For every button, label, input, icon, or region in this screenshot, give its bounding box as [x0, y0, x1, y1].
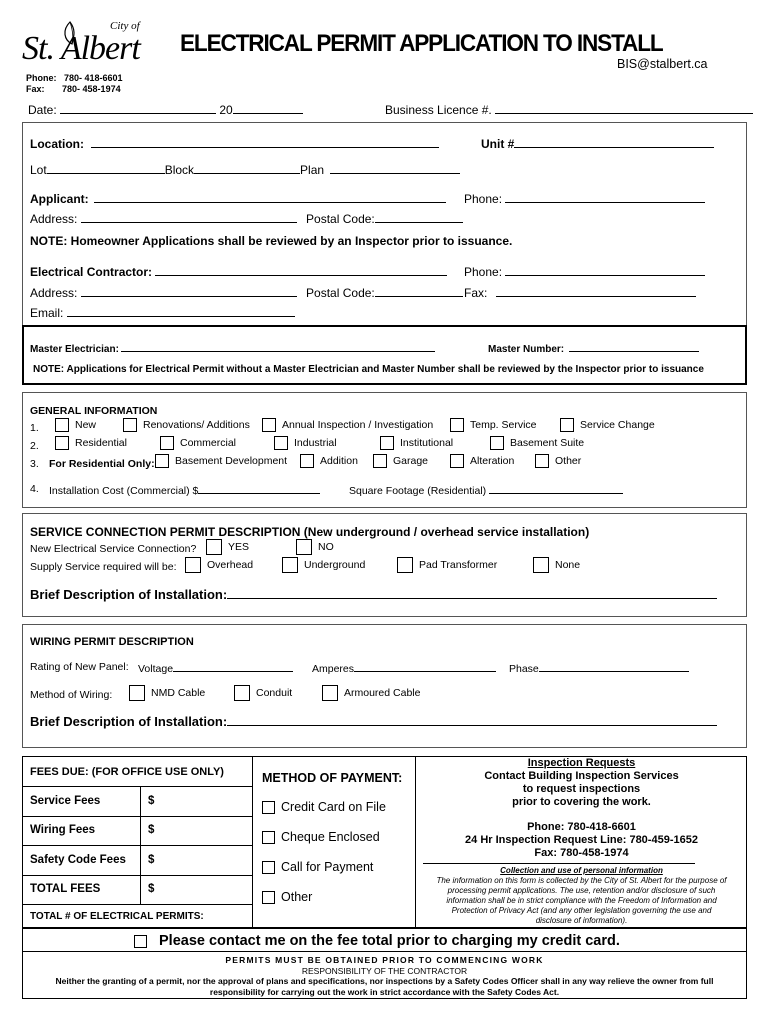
- row3-number: 3.: [30, 458, 39, 470]
- form-title: ELECTRICAL PERMIT APPLICATION TO INSTALL: [180, 30, 663, 57]
- conduit-option[interactable]: [234, 685, 292, 701]
- temp-service-checkbox[interactable]: [450, 418, 464, 432]
- safety-fees-value[interactable]: $: [148, 854, 155, 866]
- row4-number: 4.: [30, 483, 39, 495]
- location-input[interactable]: [91, 137, 439, 148]
- renovations-option[interactable]: [123, 418, 250, 432]
- total-fees-label: TOTAL FEES: [30, 883, 101, 895]
- fees-title: FEES DUE: (FOR OFFICE USE ONLY): [30, 766, 224, 778]
- date-row: [28, 103, 303, 117]
- wiring-brief-input[interactable]: [227, 714, 717, 726]
- wiring-brief-row: [30, 714, 717, 729]
- temp-service-label: Temp. Service: [470, 419, 537, 431]
- institutional-option[interactable]: [380, 436, 453, 450]
- collection-title: Collection and use of personal information: [500, 866, 663, 875]
- institutional-checkbox[interactable]: [380, 436, 394, 450]
- date-input[interactable]: [60, 103, 216, 114]
- year-label: 20: [219, 103, 233, 117]
- other-label: Other: [555, 455, 582, 467]
- row2-number: 2.: [30, 440, 39, 452]
- basement-suite-label: Basement Suite: [510, 437, 585, 449]
- alteration-label: Alteration: [470, 455, 515, 467]
- contractor-address-row: [30, 286, 463, 300]
- credit-card-option[interactable]: [262, 800, 386, 814]
- applicant-phone-label: Phone:: [464, 192, 503, 206]
- payment-other-checkbox[interactable]: [262, 891, 275, 904]
- no-checkbox[interactable]: [296, 539, 312, 555]
- header-phone-label: Phone:: [26, 73, 57, 83]
- overhead-option[interactable]: [185, 557, 253, 573]
- underground-label: Underground: [304, 559, 366, 571]
- overhead-checkbox[interactable]: [185, 557, 201, 573]
- inspection-24hr: 24 Hr Inspection Request Line: 780-459-1652: [465, 834, 698, 846]
- supply-label: Supply Service required will be:: [30, 561, 177, 573]
- cheque-checkbox[interactable]: [262, 831, 275, 844]
- service-change-checkbox[interactable]: [560, 418, 574, 432]
- cheque-label: Cheque Enclosed: [281, 830, 380, 844]
- basement-dev-option[interactable]: [155, 454, 287, 468]
- none-label: None: [555, 559, 581, 571]
- overhead-label: Overhead: [207, 559, 254, 571]
- addition-option[interactable]: [300, 454, 358, 468]
- residential-option[interactable]: [55, 436, 127, 450]
- no-label: NO: [318, 541, 334, 553]
- logo-text: St. Albert: [22, 30, 140, 67]
- contractor-fax-input[interactable]: [496, 286, 696, 297]
- conduit-checkbox[interactable]: [234, 685, 250, 701]
- lot-input[interactable]: [47, 163, 165, 174]
- annual-option[interactable]: [262, 418, 433, 432]
- residential-checkbox[interactable]: [55, 436, 69, 450]
- basement-dev-checkbox[interactable]: [155, 454, 169, 468]
- garage-option[interactable]: [373, 454, 428, 468]
- other-checkbox[interactable]: [535, 454, 549, 468]
- commercial-option[interactable]: [160, 436, 236, 450]
- garage-checkbox[interactable]: [373, 454, 387, 468]
- yes-checkbox[interactable]: [206, 539, 222, 555]
- contractor-postal-input[interactable]: [375, 286, 463, 297]
- new-label: New: [75, 419, 97, 431]
- renovations-checkbox[interactable]: [123, 418, 137, 432]
- inspection-title: Inspection Requests: [527, 757, 636, 769]
- service-brief-input[interactable]: [227, 587, 717, 599]
- call-label: Call for Payment: [281, 860, 374, 874]
- install-cost-input[interactable]: [198, 483, 320, 494]
- applicant-address-row: [30, 212, 463, 226]
- unit-row: [481, 137, 714, 151]
- alteration-checkbox[interactable]: [450, 454, 464, 468]
- wiring-fees-label: Wiring Fees: [30, 824, 96, 836]
- contact-me-checkbox[interactable]: [134, 935, 147, 948]
- institutional-label: Institutional: [400, 437, 454, 449]
- residential-label: Residential: [75, 437, 127, 449]
- applicant-address-label: Address:: [30, 212, 78, 226]
- credit-card-checkbox[interactable]: [262, 801, 275, 814]
- plan-label: Plan: [300, 163, 325, 177]
- applicant-input[interactable]: [94, 192, 446, 203]
- contractor-phone-input[interactable]: [505, 265, 705, 276]
- basement-dev-label: Basement Development: [175, 455, 288, 467]
- general-title: GENERAL INFORMATION: [30, 405, 158, 417]
- service-change-label: Service Change: [580, 419, 655, 431]
- applicant-postal-label: Postal Code:: [306, 212, 375, 226]
- contact-me-label: Please contact me on the fee total prior to charging my credit card.: [159, 933, 620, 949]
- basement-suite-option[interactable]: [490, 436, 584, 450]
- call-option[interactable]: [262, 860, 373, 874]
- email-input[interactable]: [67, 306, 295, 317]
- contractor-label: Electrical Contractor:: [30, 265, 153, 279]
- header-fax: [26, 84, 121, 94]
- payment-other-label: Other: [281, 890, 313, 904]
- total-permits-label: TOTAL # OF ELECTRICAL PERMITS:: [30, 911, 204, 922]
- master-section: [22, 325, 747, 385]
- new-option[interactable]: [55, 418, 96, 432]
- for-residential-label: For Residential Only:: [49, 458, 155, 470]
- install-cost-row: [49, 483, 320, 497]
- location-label: Location:: [30, 137, 84, 151]
- unit-label: Unit #: [481, 137, 515, 151]
- privacy-line5: disclosure of information).: [535, 916, 628, 925]
- inspection-fax: Fax: 780-458-1974: [534, 847, 629, 859]
- header-phone: [26, 73, 123, 83]
- method-label: Method of Wiring:: [30, 689, 113, 701]
- temp-service-option[interactable]: [450, 418, 537, 432]
- applicant-phone-row: [464, 192, 705, 206]
- email-label: Email:: [30, 306, 64, 320]
- master-electrician-label: Master Electrician:: [30, 344, 119, 355]
- logo-city-text: City of: [110, 20, 140, 32]
- master-electrician-input[interactable]: [121, 341, 435, 352]
- addition-checkbox[interactable]: [300, 454, 314, 468]
- alteration-option[interactable]: [450, 454, 514, 468]
- block-label: Block: [164, 163, 195, 177]
- armoured-checkbox[interactable]: [322, 685, 338, 701]
- header-fax-value: 780- 458-1974: [62, 84, 121, 94]
- applicant-address-input[interactable]: [81, 212, 297, 223]
- licence-input[interactable]: [495, 103, 753, 114]
- basement-suite-checkbox[interactable]: [490, 436, 504, 450]
- nmd-label: NMD Cable: [151, 687, 206, 699]
- header-fax-label: Fax:: [26, 84, 45, 94]
- voltage-label: Voltage: [138, 663, 174, 675]
- master-number-row: [488, 341, 699, 355]
- unit-input[interactable]: [514, 137, 714, 148]
- rating-label: Rating of New Panel:: [30, 661, 129, 673]
- service-change-option[interactable]: [560, 418, 655, 432]
- disclaimer-line2: responsibility for carrying out the work in strict accordance with the Safety Codes Act.: [209, 987, 560, 997]
- amperes-row: [312, 661, 496, 675]
- homeowner-note: NOTE: Homeowner Applications shall be reviewed by an Inspector prior to issuance.: [30, 234, 513, 248]
- contractor-fax-row: [464, 286, 696, 300]
- master-note: NOTE: Applications for Electrical Permit without a Master Electrician and Master Number shall be reviewed by the Inspector prior to issuance: [33, 364, 704, 375]
- responsibility: RESPONSIBILITY OF THE CONTRACTOR: [301, 966, 468, 976]
- sq-footage-input[interactable]: [489, 483, 623, 494]
- armoured-option[interactable]: [322, 685, 420, 701]
- none-checkbox[interactable]: [533, 557, 549, 573]
- contact-me-option[interactable]: [134, 933, 620, 949]
- underground-option[interactable]: [282, 557, 365, 573]
- inspection-line2: to request inspections: [522, 783, 641, 795]
- yes-option[interactable]: [206, 539, 249, 555]
- contractor-input[interactable]: [155, 265, 447, 276]
- no-option[interactable]: [296, 539, 334, 555]
- sq-footage-row: [349, 483, 623, 497]
- armoured-label: Armoured Cable: [344, 687, 421, 699]
- contractor-postal-label: Postal Code:: [306, 286, 375, 300]
- date-label: Date:: [28, 103, 57, 117]
- licence-label: Business Licence #.: [385, 103, 492, 117]
- location-row: [30, 137, 439, 151]
- wiring-title: WIRING PERMIT DESCRIPTION: [30, 636, 194, 648]
- wiring-fees-value[interactable]: $: [148, 824, 155, 836]
- annual-label: Annual Inspection / Investigation: [282, 419, 434, 431]
- inspection-phone: Phone: 780-418-6601: [527, 821, 636, 833]
- privacy-line2: processing permit applications. The use, retention and/or disclosure of such: [447, 886, 716, 895]
- total-fees-value[interactable]: $: [148, 883, 155, 895]
- phase-label: Phase: [509, 663, 539, 675]
- payment-title: METHOD OF PAYMENT:: [262, 771, 403, 785]
- pad-checkbox[interactable]: [397, 557, 413, 573]
- privacy-line1: The information on this form is collected by the City of St. Albert for the purpose of: [436, 876, 727, 885]
- applicant-label: Applicant:: [30, 192, 89, 206]
- service-brief-row: [30, 587, 717, 602]
- safety-fees-label: Safety Code Fees: [30, 854, 126, 866]
- email-row: [30, 306, 295, 320]
- nmd-checkbox[interactable]: [129, 685, 145, 701]
- none-option[interactable]: [533, 557, 580, 573]
- inspection-line1: Contact Building Inspection Services: [484, 770, 679, 782]
- licence-row: [385, 103, 753, 117]
- service-fees-value[interactable]: $: [148, 795, 155, 807]
- pad-option[interactable]: [397, 557, 497, 573]
- contractor-row: [30, 265, 447, 279]
- wiring-brief-label: Brief Description of Installation:: [30, 714, 228, 729]
- contractor-address-label: Address:: [30, 286, 78, 300]
- annual-checkbox[interactable]: [262, 418, 276, 432]
- garage-label: Garage: [393, 455, 429, 467]
- conduit-label: Conduit: [256, 687, 293, 699]
- payment-other-option[interactable]: [262, 890, 312, 904]
- contractor-fax-label: Fax:: [464, 286, 488, 300]
- install-cost-label: Installation Cost (Commercial) $: [49, 485, 199, 497]
- contractor-address-input[interactable]: [81, 286, 297, 297]
- service-title: SERVICE CONNECTION PERMIT DESCRIPTION (New underground / overhead service installation): [30, 525, 590, 539]
- contractor-phone-label: Phone:: [464, 265, 503, 279]
- voltage-input[interactable]: [173, 661, 293, 672]
- lot-row: [30, 163, 460, 177]
- phase-row: [509, 661, 689, 675]
- email-text: BIS@stalbert.ca: [617, 57, 708, 71]
- master-number-input[interactable]: [569, 341, 699, 352]
- master-number-label: Master Number:: [488, 344, 565, 355]
- applicant-row: [30, 192, 446, 206]
- privacy-line4: Protection of Privacy Act (and any other legislation governing the use and: [451, 906, 712, 915]
- applicant-postal-input[interactable]: [375, 212, 463, 223]
- industrial-checkbox[interactable]: [274, 436, 288, 450]
- plan-input[interactable]: [330, 163, 460, 174]
- pad-label: Pad Transformer: [419, 559, 498, 571]
- commercial-checkbox[interactable]: [160, 436, 174, 450]
- header-phone-value: 780- 418-6601: [64, 73, 123, 83]
- addition-label: Addition: [320, 455, 358, 467]
- block-input[interactable]: [194, 163, 300, 174]
- amperes-label: Amperes: [312, 663, 355, 675]
- sq-footage-label: Square Footage (Residential): [349, 485, 487, 497]
- service-fees-label: Service Fees: [30, 795, 101, 807]
- disclaimer-line1: Neither the granting of a permit, nor the approval of plans and specifications, nor inspections by a Safety Codes Officer shall in any way relieve the owner from full: [55, 976, 714, 986]
- new-checkbox[interactable]: [55, 418, 69, 432]
- yes-label: YES: [228, 541, 250, 553]
- permits-obtained: PERMITS MUST BE OBTAINED PRIOR TO COMMENCING WORK: [225, 955, 544, 965]
- master-electrician-row: [30, 341, 435, 355]
- service-brief-label: Brief Description of Installation:: [30, 587, 228, 602]
- city-logo: [22, 18, 152, 72]
- underground-checkbox[interactable]: [282, 557, 298, 573]
- new-connection-label: New Electrical Service Connection?: [30, 543, 197, 555]
- row1-number: 1.: [30, 422, 39, 434]
- phase-input[interactable]: [539, 661, 689, 672]
- cheque-option[interactable]: [262, 830, 380, 844]
- contractor-phone-row: [464, 265, 705, 279]
- inspection-line3: prior to covering the work.: [512, 796, 651, 808]
- credit-card-label: Credit Card on File: [281, 800, 386, 814]
- privacy-line3: information shall be in strict compliance with the Freedom of Information and: [446, 896, 717, 905]
- applicant-phone-input[interactable]: [505, 192, 705, 203]
- other-option[interactable]: [535, 454, 581, 468]
- nmd-option[interactable]: [129, 685, 205, 701]
- renovations-label: Renovations/ Additions: [143, 419, 250, 431]
- voltage-row: [138, 661, 293, 675]
- industrial-option[interactable]: [274, 436, 337, 450]
- lot-label: Lot: [30, 163, 47, 177]
- call-checkbox[interactable]: [262, 861, 275, 874]
- amperes-input[interactable]: [354, 661, 496, 672]
- industrial-label: Industrial: [294, 437, 337, 449]
- commercial-label: Commercial: [180, 437, 237, 449]
- year-input[interactable]: [233, 103, 303, 114]
